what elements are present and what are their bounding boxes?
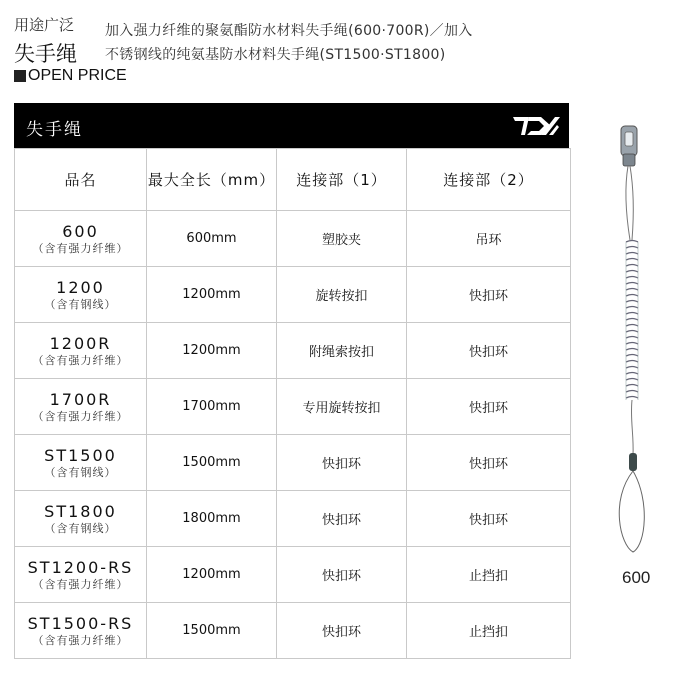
connector-1-cell: 专用旋转按扣	[277, 379, 407, 435]
product-code: 1200R	[49, 333, 112, 353]
table-title-bar	[14, 103, 569, 148]
table-header-row	[15, 149, 571, 211]
connector-1-cell: 快扣环	[277, 603, 407, 659]
product-cell	[15, 547, 147, 603]
length-cell: 1200mm	[147, 547, 277, 603]
product-material: （含有钢线）	[44, 465, 117, 479]
length-cell: 1200mm	[147, 323, 277, 379]
connector-2-cell: 快扣环	[407, 435, 571, 491]
connector-2-cell: 快扣环	[407, 267, 571, 323]
description-line-1: 加入强力纤维的聚氨酯防水材料失手绳(600·700R)／加入	[105, 23, 473, 39]
length-cell: 1700mm	[147, 379, 277, 435]
connector-2-cell: 止挡扣	[407, 603, 571, 659]
product-code: ST1500	[44, 445, 117, 465]
table-title: 失手绳	[26, 120, 83, 140]
product-cell	[15, 435, 147, 491]
product-cell	[15, 379, 147, 435]
product-code: 1700R	[49, 389, 112, 409]
product-cell	[15, 323, 147, 379]
product-material: （含有强力纤维）	[32, 353, 129, 367]
table-row	[15, 323, 571, 379]
square-bullet-icon	[14, 70, 26, 82]
lanyard-product-image	[590, 120, 685, 560]
product-material: （含有钢线）	[44, 297, 117, 311]
use-label: 用途广泛	[14, 16, 75, 34]
spec-table	[14, 148, 571, 659]
product-code: 1200	[56, 277, 105, 297]
product-description	[105, 19, 473, 67]
header-max-length: 最大全长（mm）	[147, 149, 277, 211]
connector-1-cell: 附绳索按扣	[277, 323, 407, 379]
product-material: （含有强力纤维）	[32, 241, 129, 255]
table-row	[15, 435, 571, 491]
connector-2-cell: 快扣环	[407, 323, 571, 379]
connector-2-cell: 吊环	[407, 211, 571, 267]
table-row	[15, 603, 571, 659]
product-code: ST1500-RS	[27, 613, 134, 633]
product-cell	[15, 211, 147, 267]
table-row	[15, 379, 571, 435]
product-material: （含有钢线）	[44, 521, 117, 535]
header-connector-1: 连接部（1）	[277, 149, 407, 211]
description-line-2: 不锈钢线的纯氨基防水材料失手绳(ST1500·ST1800)	[105, 47, 446, 63]
product-name: 失手绳	[14, 42, 77, 66]
header-product-name: 品名	[15, 149, 147, 211]
price-text: OPEN PRICE	[28, 67, 127, 84]
connector-1-cell: 快扣环	[277, 547, 407, 603]
product-code: 600	[62, 221, 99, 241]
product-material: （含有强力纤维）	[32, 577, 129, 591]
connector-2-cell: 快扣环	[407, 379, 571, 435]
length-cell: 600mm	[147, 211, 277, 267]
product-image-label: 600	[622, 568, 651, 587]
length-cell: 1200mm	[147, 267, 277, 323]
length-cell: 1800mm	[147, 491, 277, 547]
price-label	[14, 67, 127, 85]
connector-1-cell: 快扣环	[277, 435, 407, 491]
connector-1-cell: 快扣环	[277, 491, 407, 547]
product-cell	[15, 603, 147, 659]
connector-2-cell: 止挡扣	[407, 547, 571, 603]
connector-1-cell: 旋转按扣	[277, 267, 407, 323]
table-row	[15, 211, 571, 267]
length-cell: 1500mm	[147, 603, 277, 659]
product-material: （含有强力纤维）	[32, 409, 129, 423]
product-code: ST1800	[44, 501, 117, 521]
table-row	[15, 547, 571, 603]
connector-2-cell: 快扣环	[407, 491, 571, 547]
daiwa-logo-icon	[511, 115, 561, 137]
table-row	[15, 267, 571, 323]
table-row	[15, 491, 571, 547]
product-cell	[15, 267, 147, 323]
product-material: （含有强力纤维）	[32, 633, 129, 647]
length-cell: 1500mm	[147, 435, 277, 491]
product-cell	[15, 491, 147, 547]
product-code: ST1200-RS	[27, 557, 134, 577]
connector-1-cell: 塑胶夹	[277, 211, 407, 267]
header-connector-2: 连接部（2）	[407, 149, 571, 211]
